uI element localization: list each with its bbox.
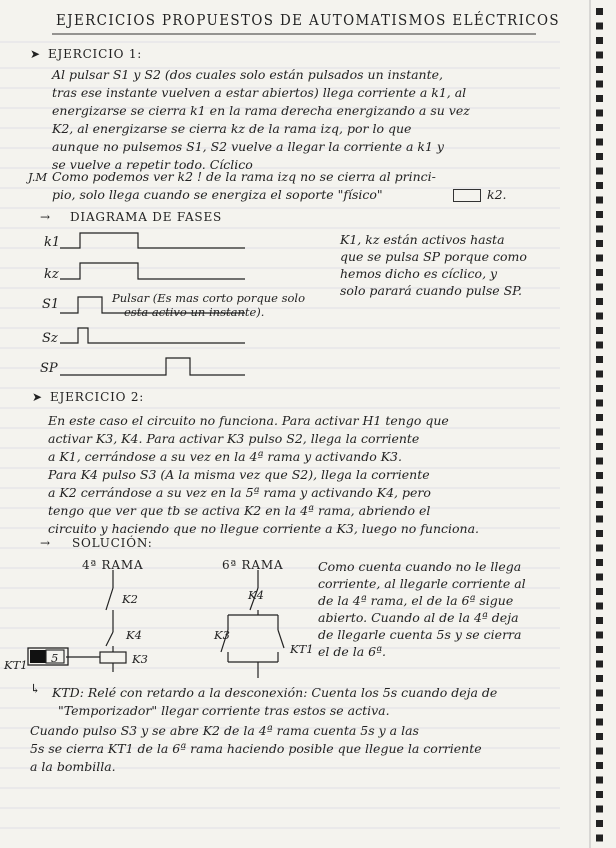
solution-note-4: abierto. Cuando al de la 4ª deja bbox=[318, 610, 519, 625]
spiral-hole bbox=[596, 52, 603, 59]
rama4-label: 4ª RAMA bbox=[82, 558, 144, 572]
spiral-hole bbox=[596, 371, 603, 378]
spiral-hole bbox=[596, 110, 603, 117]
spiral-hole bbox=[596, 791, 603, 798]
ex1-line-4: K2, al energizarse se cierra kz de la rama izq, por lo que bbox=[52, 121, 412, 136]
phase-label-s1: S1 bbox=[42, 297, 60, 312]
spiral-hole bbox=[596, 124, 603, 131]
arrow-bullet-icon-2: ➤ bbox=[32, 390, 43, 404]
spiral-hole bbox=[596, 66, 603, 73]
spiral-hole bbox=[596, 240, 603, 247]
spiral-hole bbox=[596, 530, 603, 537]
s1-note-2: esta activo un instante). bbox=[124, 305, 265, 319]
spiral-hole bbox=[596, 777, 603, 784]
contact-k3-label: K3 bbox=[214, 628, 230, 642]
spiral-hole bbox=[596, 646, 603, 653]
sp-signal bbox=[60, 358, 245, 375]
spiral-hole bbox=[596, 153, 603, 160]
spiral-hole bbox=[596, 690, 603, 697]
contact-k4-rama4-label: K4 bbox=[126, 628, 142, 642]
spiral-hole bbox=[596, 8, 603, 15]
spiral-hole bbox=[596, 429, 603, 436]
ex2-line-1: En este caso el circuito no funciona. Para activar H1 tengo que bbox=[48, 413, 449, 428]
arrow-bullet-icon: ➤ bbox=[30, 47, 41, 61]
spiral-hole bbox=[596, 559, 603, 566]
spiral-hole bbox=[596, 733, 603, 740]
ex1-line-1: Al pulsar S1 y S2 (dos cuales solo están pulsados un instante, bbox=[52, 67, 443, 82]
k2-signal bbox=[60, 263, 245, 279]
solution-note-6: el de la 6ª. bbox=[318, 644, 387, 659]
spiral-hole bbox=[596, 168, 603, 175]
ex2-line-2: activar K3, K4. Para activar K3 pulso S2, llega la corriente bbox=[48, 431, 420, 446]
spiral-hole bbox=[596, 762, 603, 769]
s1-note-1: Pulsar (Es mas corto porque solo bbox=[112, 291, 305, 305]
timer-kt1-label: KT1 bbox=[4, 658, 28, 672]
spiral-hole bbox=[596, 835, 603, 842]
phase-label-s2: Sz bbox=[42, 331, 58, 346]
spiral-hole bbox=[596, 342, 603, 349]
diagram-note-3: hemos dicho es cíclico, y bbox=[340, 266, 498, 281]
spiral-hole bbox=[596, 458, 603, 465]
contact-k2-label: K2 bbox=[122, 592, 138, 606]
arrow-right-icon: → bbox=[40, 210, 51, 224]
spiral-hole bbox=[596, 269, 603, 276]
ex2-line-5: a K2 cerrándose a su vez en la 5ª rama y activando K4, pero bbox=[48, 485, 431, 500]
spiral-hole bbox=[596, 820, 603, 827]
spiral-hole bbox=[596, 588, 603, 595]
spiral-hole bbox=[596, 327, 603, 334]
note-line-1: Como podemos ver k2 ! de la rama izq no se cierra al princi- bbox=[52, 169, 436, 184]
spiral-hole bbox=[596, 356, 603, 363]
spiral-hole bbox=[596, 284, 603, 291]
spiral-hole bbox=[596, 255, 603, 262]
spiral-hole bbox=[596, 298, 603, 305]
ktd-line-5: a la bombilla. bbox=[30, 759, 116, 774]
spiral-hole bbox=[596, 487, 603, 494]
note-initials: J.M bbox=[28, 170, 48, 184]
spiral-hole bbox=[596, 661, 603, 668]
diagram-heading: DIAGRAMA DE FASES bbox=[70, 210, 223, 224]
ktd-line-2: "Temporizador" llegar corriente tras estos se activa. bbox=[58, 703, 390, 718]
ex2-line-6: tengo que ver que tb se activa K2 en la 4ª rama, abriendo el bbox=[48, 503, 431, 518]
solution-note-5: de llegarle cuenta 5s y se cierra bbox=[318, 627, 522, 642]
spiral-hole bbox=[596, 704, 603, 711]
ktd-line-1: KTD: Relé con retardo a la desconexión: Cuenta los 5s cuando deja de bbox=[52, 685, 498, 700]
spiral-hole bbox=[596, 545, 603, 552]
spiral-hole bbox=[596, 516, 603, 523]
note-line-3: k2. bbox=[487, 187, 507, 202]
rama6-label: 6ª RAMA bbox=[222, 558, 284, 572]
spiral-hole bbox=[596, 313, 603, 320]
spiral-hole bbox=[596, 37, 603, 44]
spiral-hole bbox=[596, 806, 603, 813]
spiral-hole bbox=[596, 632, 603, 639]
k1-signal bbox=[60, 233, 245, 248]
spiral-hole bbox=[596, 197, 603, 204]
phase-label-k1: k1 bbox=[44, 235, 61, 250]
ktd-arrow-icon: ↳ bbox=[30, 681, 41, 696]
diagram-note-2: que se pulsa SP porque como bbox=[340, 249, 527, 264]
phase-label-k2: kz bbox=[44, 267, 59, 282]
ex1-heading: EJERCICIO 1: bbox=[48, 47, 143, 61]
spiral-hole bbox=[596, 400, 603, 407]
title-box bbox=[50, 12, 540, 36]
spiral-hole bbox=[596, 603, 603, 610]
spiral-binding bbox=[576, 0, 616, 848]
diagram-note-4: solo parará cuando pulse SP. bbox=[340, 283, 523, 298]
ex2-line-7: circuito y haciendo que no llegue corriente a K3, luego no funciona. bbox=[48, 521, 480, 536]
circuit-diagram bbox=[0, 570, 320, 680]
contact-kt1-label: KT1 bbox=[290, 642, 314, 656]
ktd-line-4: 5s se cierra KT1 de la 6ª rama haciendo posible que llegue la corriente bbox=[30, 741, 482, 756]
solution-note-1: Como cuenta cuando no le llega bbox=[318, 559, 522, 574]
spiral-hole bbox=[596, 211, 603, 218]
ex1-line-2: tras ese instante vuelven a estar abiertos) llega corriente a k1, al bbox=[52, 85, 467, 100]
spiral-hole bbox=[596, 617, 603, 624]
timer-value: 5 bbox=[51, 651, 59, 665]
ex1-line-5: aunque no pulsemos S1, S2 vuelve a llegar la corriente a k1 y bbox=[52, 139, 444, 154]
spiral-hole bbox=[596, 414, 603, 421]
spiral-hole bbox=[596, 182, 603, 189]
ex1-line-6: se vuelve a repetir todo. Cíclico bbox=[52, 157, 253, 172]
page-title: EJERCICIOS PROPUESTOS DE AUTOMATISMOS ELÉCTRICOS bbox=[56, 13, 560, 29]
spiral-hole bbox=[596, 95, 603, 102]
ex2-line-4: Para K4 pulso S3 (A la misma vez que S2), llega la corriente bbox=[48, 467, 430, 482]
spiral-hole bbox=[596, 748, 603, 755]
spiral-hole bbox=[596, 23, 603, 30]
solution-heading: SOLUCIÓN: bbox=[72, 536, 153, 550]
ex1-line-3: energizarse se cierra k1 en la rama derecha energizando a su vez bbox=[52, 103, 470, 118]
phase-label-sp: SP bbox=[40, 361, 58, 376]
spiral-hole bbox=[596, 574, 603, 581]
spiral-hole bbox=[596, 719, 603, 726]
s2-signal bbox=[60, 328, 245, 343]
note-line-2: pio, solo llega cuando se energiza el soporte "físico" bbox=[52, 187, 383, 202]
coil-k3-label: K3 bbox=[132, 652, 148, 666]
spiral-hole bbox=[596, 443, 603, 450]
ex2-line-3: a K1, cerrándose a su vez en la 4ª rama y activando K3. bbox=[48, 449, 402, 464]
diagram-note-1: K1, kz están activos hasta bbox=[340, 232, 505, 247]
solution-note-2: corriente, al llegarle corriente al bbox=[318, 576, 526, 591]
spiral-hole bbox=[596, 472, 603, 479]
spiral-hole bbox=[596, 385, 603, 392]
spiral-hole bbox=[596, 675, 603, 682]
ktd-line-3: Cuando pulso S3 y se abre K2 de la 4ª rama cuenta 5s y a las bbox=[30, 723, 419, 738]
spiral-hole bbox=[596, 501, 603, 508]
spiral-hole bbox=[596, 226, 603, 233]
contact-k4-label: K4 bbox=[248, 588, 264, 602]
physical-support-box bbox=[453, 189, 481, 202]
spiral-hole bbox=[596, 81, 603, 88]
ex2-heading: EJERCICIO 2: bbox=[50, 390, 145, 404]
solution-note-3: de la 4ª rama, el de la 6ª sigue bbox=[318, 593, 514, 608]
spiral-hole bbox=[596, 139, 603, 146]
arrow-right-icon-2: → bbox=[40, 536, 51, 550]
